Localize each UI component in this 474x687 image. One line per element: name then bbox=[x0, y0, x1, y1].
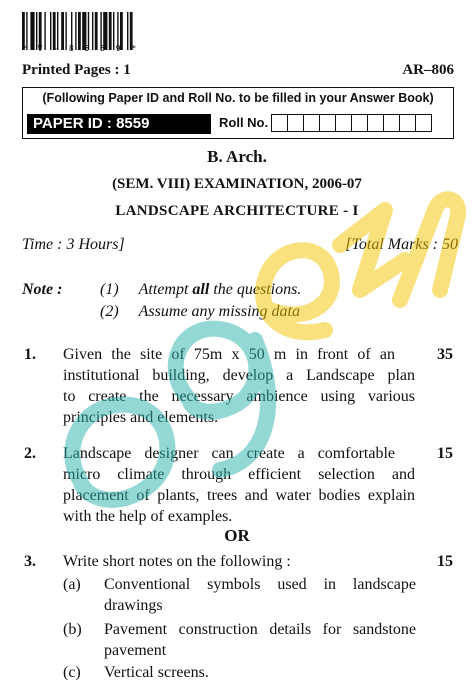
subject-title: LANDSCAPE ARCHITECTURE - I bbox=[115, 203, 359, 219]
printed-pages: Printed Pages : 1 bbox=[22, 62, 131, 78]
roll-cell bbox=[287, 114, 304, 132]
text-line: Conventional symbols used in landscape bbox=[104, 576, 416, 593]
roll-cell bbox=[383, 114, 400, 132]
note-item-text: Assume any missing data bbox=[138, 303, 300, 320]
note-item-emph: all bbox=[192, 281, 210, 298]
part-label: (a) bbox=[63, 576, 81, 593]
paper-id-box bbox=[22, 87, 454, 139]
question-3-intro: Write short notes on the following : bbox=[63, 553, 291, 570]
text-line: pavement bbox=[104, 642, 167, 659]
roll-cell bbox=[271, 114, 288, 132]
time-text: Time : 3 Hours] bbox=[22, 236, 125, 253]
text-line: drawings bbox=[104, 597, 163, 614]
note-item-text: the questions. bbox=[209, 281, 302, 298]
part-label: (b) bbox=[63, 621, 82, 638]
roll-cell bbox=[399, 114, 416, 132]
total-marks: [Total Marks : 50 bbox=[345, 236, 458, 253]
text-line: to create the necessary ambience using various bbox=[63, 388, 415, 405]
roll-no-cells bbox=[271, 114, 431, 132]
question-1-text bbox=[63, 344, 415, 428]
part-b-text bbox=[104, 619, 416, 661]
text-line: Pavement construction details for sandstone bbox=[104, 621, 416, 638]
text-line: placement of plants, trees and water bodies explain bbox=[63, 487, 415, 504]
part-label: (c) bbox=[63, 664, 81, 681]
barcode-number: * V - 8 5 5 9 * bbox=[22, 44, 140, 53]
roll-no-label: Roll No. bbox=[219, 115, 269, 130]
question-number: 3. bbox=[24, 553, 36, 570]
text-line: principles and elements. bbox=[63, 409, 219, 426]
paper-id: PAPER ID : 8559 bbox=[27, 114, 211, 134]
question-marks: 35 bbox=[437, 346, 453, 363]
question-number: 1. bbox=[24, 346, 36, 363]
time-allowed bbox=[22, 236, 125, 254]
roll-cell bbox=[367, 114, 384, 132]
text-line: institutional building, develop a Landscape plan bbox=[63, 367, 415, 384]
text-line: Landscape designer can create a comfortable bbox=[63, 445, 395, 462]
question-marks: 15 bbox=[437, 553, 453, 570]
roll-cell bbox=[335, 114, 352, 132]
question-marks: 15 bbox=[437, 445, 453, 462]
question-2-text bbox=[63, 443, 415, 527]
exam-title: (SEM. VIII) EXAMINATION, 2006-07 bbox=[112, 176, 362, 192]
or-separator: OR bbox=[224, 526, 250, 545]
note-item-2 bbox=[100, 303, 300, 321]
roll-cell bbox=[303, 114, 320, 132]
paper-code: AR–806 bbox=[402, 62, 454, 78]
part-c-text: Vertical screens. bbox=[104, 664, 209, 681]
note-item-text: Attempt bbox=[138, 281, 193, 298]
roll-cell bbox=[319, 114, 336, 132]
note-item-num: (2) bbox=[100, 303, 119, 320]
fill-instruction: (Following Paper ID and Roll No. to be filled in your Answer Book) bbox=[42, 91, 434, 105]
note-label: Note : bbox=[22, 281, 63, 298]
part-a-text bbox=[104, 574, 416, 616]
question-number: 2. bbox=[24, 445, 36, 462]
text-line: Given the site of 75m x 50 m in front of an bbox=[63, 346, 395, 363]
roll-cell bbox=[351, 114, 368, 132]
note-item-1 bbox=[100, 281, 301, 299]
text-line: with the help of examples. bbox=[63, 508, 233, 525]
roll-cell bbox=[415, 114, 432, 132]
degree-title: B. Arch. bbox=[207, 147, 267, 166]
text-line: micro climate through efficient selection and bbox=[63, 466, 415, 483]
note-item-num: (1) bbox=[100, 281, 119, 298]
